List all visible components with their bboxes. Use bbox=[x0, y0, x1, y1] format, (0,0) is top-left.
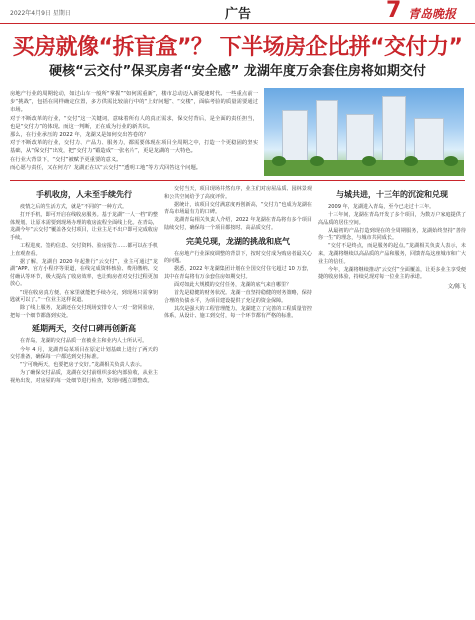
paragraph: “交付不是终点，而是服务的起点。”龙湖相关负责人表示，未来，龙湖将继续以高品质的产品和服务，回馈青岛这座城市和广大业主的信任。 bbox=[318, 243, 466, 265]
paragraph: 今年，龙湖将继续推动“云交付”全面覆盖，让更多业主享受便捷的收房体验，持续兑现对每一位业主的承诺。 bbox=[318, 266, 466, 281]
lead-text bbox=[10, 90, 258, 172]
paragraph: 据悉，2022 年龙湖集团计划在全国交付住宅超过 10 万套，其中在青岛将有万余套住房如期交付。 bbox=[164, 266, 312, 280]
article-column-1 bbox=[10, 186, 158, 386]
paragraph: 首先是稳健的财务状况。龙湖一直坚持稳健的财务策略，保持合理的负债水平，为项目建设提供了充足的资金保障。 bbox=[164, 290, 312, 304]
paragraph: 面对如此大规模的交付任务，龙湖的底气来自哪里？ bbox=[174, 281, 292, 288]
section-title: 延期两天，交付口碑再创新高 bbox=[32, 324, 136, 334]
issue-date: 2022年4月9日 星期日 bbox=[10, 10, 71, 17]
lead-paragraph: 对于不断改革的行业，交付力、产品力、服务力，都需要体现在项目全周期之中，打造一个更稳固的坚实基础，从“保交付”出发，把“交付力”锻造成“一张名片”，更是龙湖的一大特色。 bbox=[10, 140, 258, 155]
subheadline: 硬核“云交付”保买房者“安全感” 龙湖年度万余套住房将如期交付 bbox=[49, 64, 426, 79]
byline: 文/陈飞 bbox=[447, 283, 466, 290]
paragraph: “现在收房真方便，在家里就能把手续办完，到现场只需拿钥匙就可以了。”一位业主这样说道。 bbox=[10, 289, 158, 304]
paragraph: 为了确保交付品质，龙湖在交付前组织多轮内部验收，从业主视角出发，对房屋的每一处细节进行检查，发现问题立即整改。 bbox=[10, 370, 158, 384]
paragraph: 十三年间，龙湖在青岛开发了多个项目，为数万户家庭提供了高品质的居住空间。 bbox=[318, 212, 466, 226]
lead-paragraph: 在行业大背景下，“交付”被赋予更重要的意义。 bbox=[10, 156, 122, 163]
paragraph: 据了解，龙湖自 2020 年起推行“云交付”，业主可通过“龙湖”APP、官方小程序等渠道，在线完成资料核验、费用缴纳、交付确认等环节，极大提高了收房效率，也让购房者对交付过程更加放心。 bbox=[10, 258, 158, 288]
lead-paragraph: 对于不断改革的行业，“交付”这一关键词，意味着所有人的真正需求，保交付背后，是全面的责任担当，也是“交付力”的体现。而这一判断，正在成为行业的新共识。 bbox=[10, 115, 258, 130]
section-title: 完美兑现，龙湖的挑战和底气 bbox=[186, 236, 290, 246]
paragraph: 交付当天，项目现场井然有序，业主们对房屋品质、园林景观和公共空间给予了高度评价。 bbox=[164, 186, 312, 200]
section-title: 与城共进，十三年的沉淀和兑现 bbox=[336, 190, 448, 199]
lead-paragraph: 而心愿与责任，又在何方？龙湖正在以“云交付”“透明工地”等方式回答这个问题。 bbox=[10, 164, 202, 171]
paragraph: “宁可晚两天，也要把房子交好。”龙湖相关负责人表示。 bbox=[20, 362, 145, 369]
paragraph: 据统计，该项目交付满意度再创新高，“交付力”也成为龙湖在青岛市场最有力的口碑。 bbox=[164, 201, 312, 216]
headline: 买房就像“拆盲盒”？ 下半场房企比拼“交付力” bbox=[12, 35, 463, 60]
residential-complex-photo bbox=[264, 88, 464, 176]
page-number: 7 bbox=[386, 0, 402, 23]
section-label: 广告 bbox=[225, 7, 252, 22]
masthead bbox=[0, 0, 475, 24]
article-column-3 bbox=[318, 186, 466, 292]
paragraph: 其次是强大的工程管理能力。龙湖建立了完善的工程质量管控体系，从设计、施工到交付，每一个环节都有严格的标准。 bbox=[164, 305, 312, 320]
lead-paragraph: 那么，在行业承压的 2022 年，龙湖又是如何交出答卷的？ bbox=[10, 132, 149, 139]
paragraph: 在房地产行业深度调整的背景下，按时交付成为购房者最关心的问题。 bbox=[164, 250, 312, 265]
lead-paragraph: 房地产行业的周期轮动，如过山车一般所“掌握”“如何需重新”，楼市总动迈入新提速时代。一些重点前一步“挑战”，包括在同样确定位置，多方供需比较前行中的“上好问题”、“交楼”，面临考验的质量需要通过市场。 bbox=[10, 91, 258, 114]
article-column-2 bbox=[164, 186, 312, 321]
paragraph: 疫情之后的生活方式，就是“不同的”一种方式。 bbox=[20, 204, 128, 210]
paragraph: 工程进度、签约信息、交付资料、验房报告……都可以在手机上直观查看。 bbox=[10, 242, 158, 257]
paragraph: 2009 年，龙湖进入青岛，至今已走过十三年。 bbox=[328, 204, 435, 210]
divider bbox=[10, 180, 465, 181]
paragraph: 从最初的产品打造到现在的全周期服务，龙湖始终坚持“善待你一生”的理念，与城市共同成长。 bbox=[318, 227, 466, 242]
paragraph: 打开手机，即可开启在线收房服务。基于龙湖“一人一档”的整体规划，让原本需要到现场办理的收房流程全面线上化。在青岛，龙湖今年“云交付”覆盖各交付项目，让业主足不出户即可完成收房手续。 bbox=[10, 212, 158, 241]
section-title: 手机收房，人未至手续先行 bbox=[36, 190, 132, 199]
newspaper-logo: 青岛晚报 bbox=[408, 7, 457, 21]
paragraph: 除了线上服务，龙湖还在交付现场安排专人一对一陪同验房，把每一个细节都落到实处。 bbox=[10, 305, 158, 319]
paragraph: 在青岛，龙湖的交付品质一直被业主和业内人士所认可。 bbox=[20, 338, 148, 345]
paragraph: 今年 4 月，龙湖青岛某项目在原定计划基础上进行了两天的交付准备，确保每一户都达到交付标准。 bbox=[10, 346, 158, 361]
paragraph: 龙湖青岛相关负责人介绍，2022 年龙湖在青岛将有多个项目陆续交付，确保每一个项目都按时、高品质交付。 bbox=[164, 217, 312, 231]
